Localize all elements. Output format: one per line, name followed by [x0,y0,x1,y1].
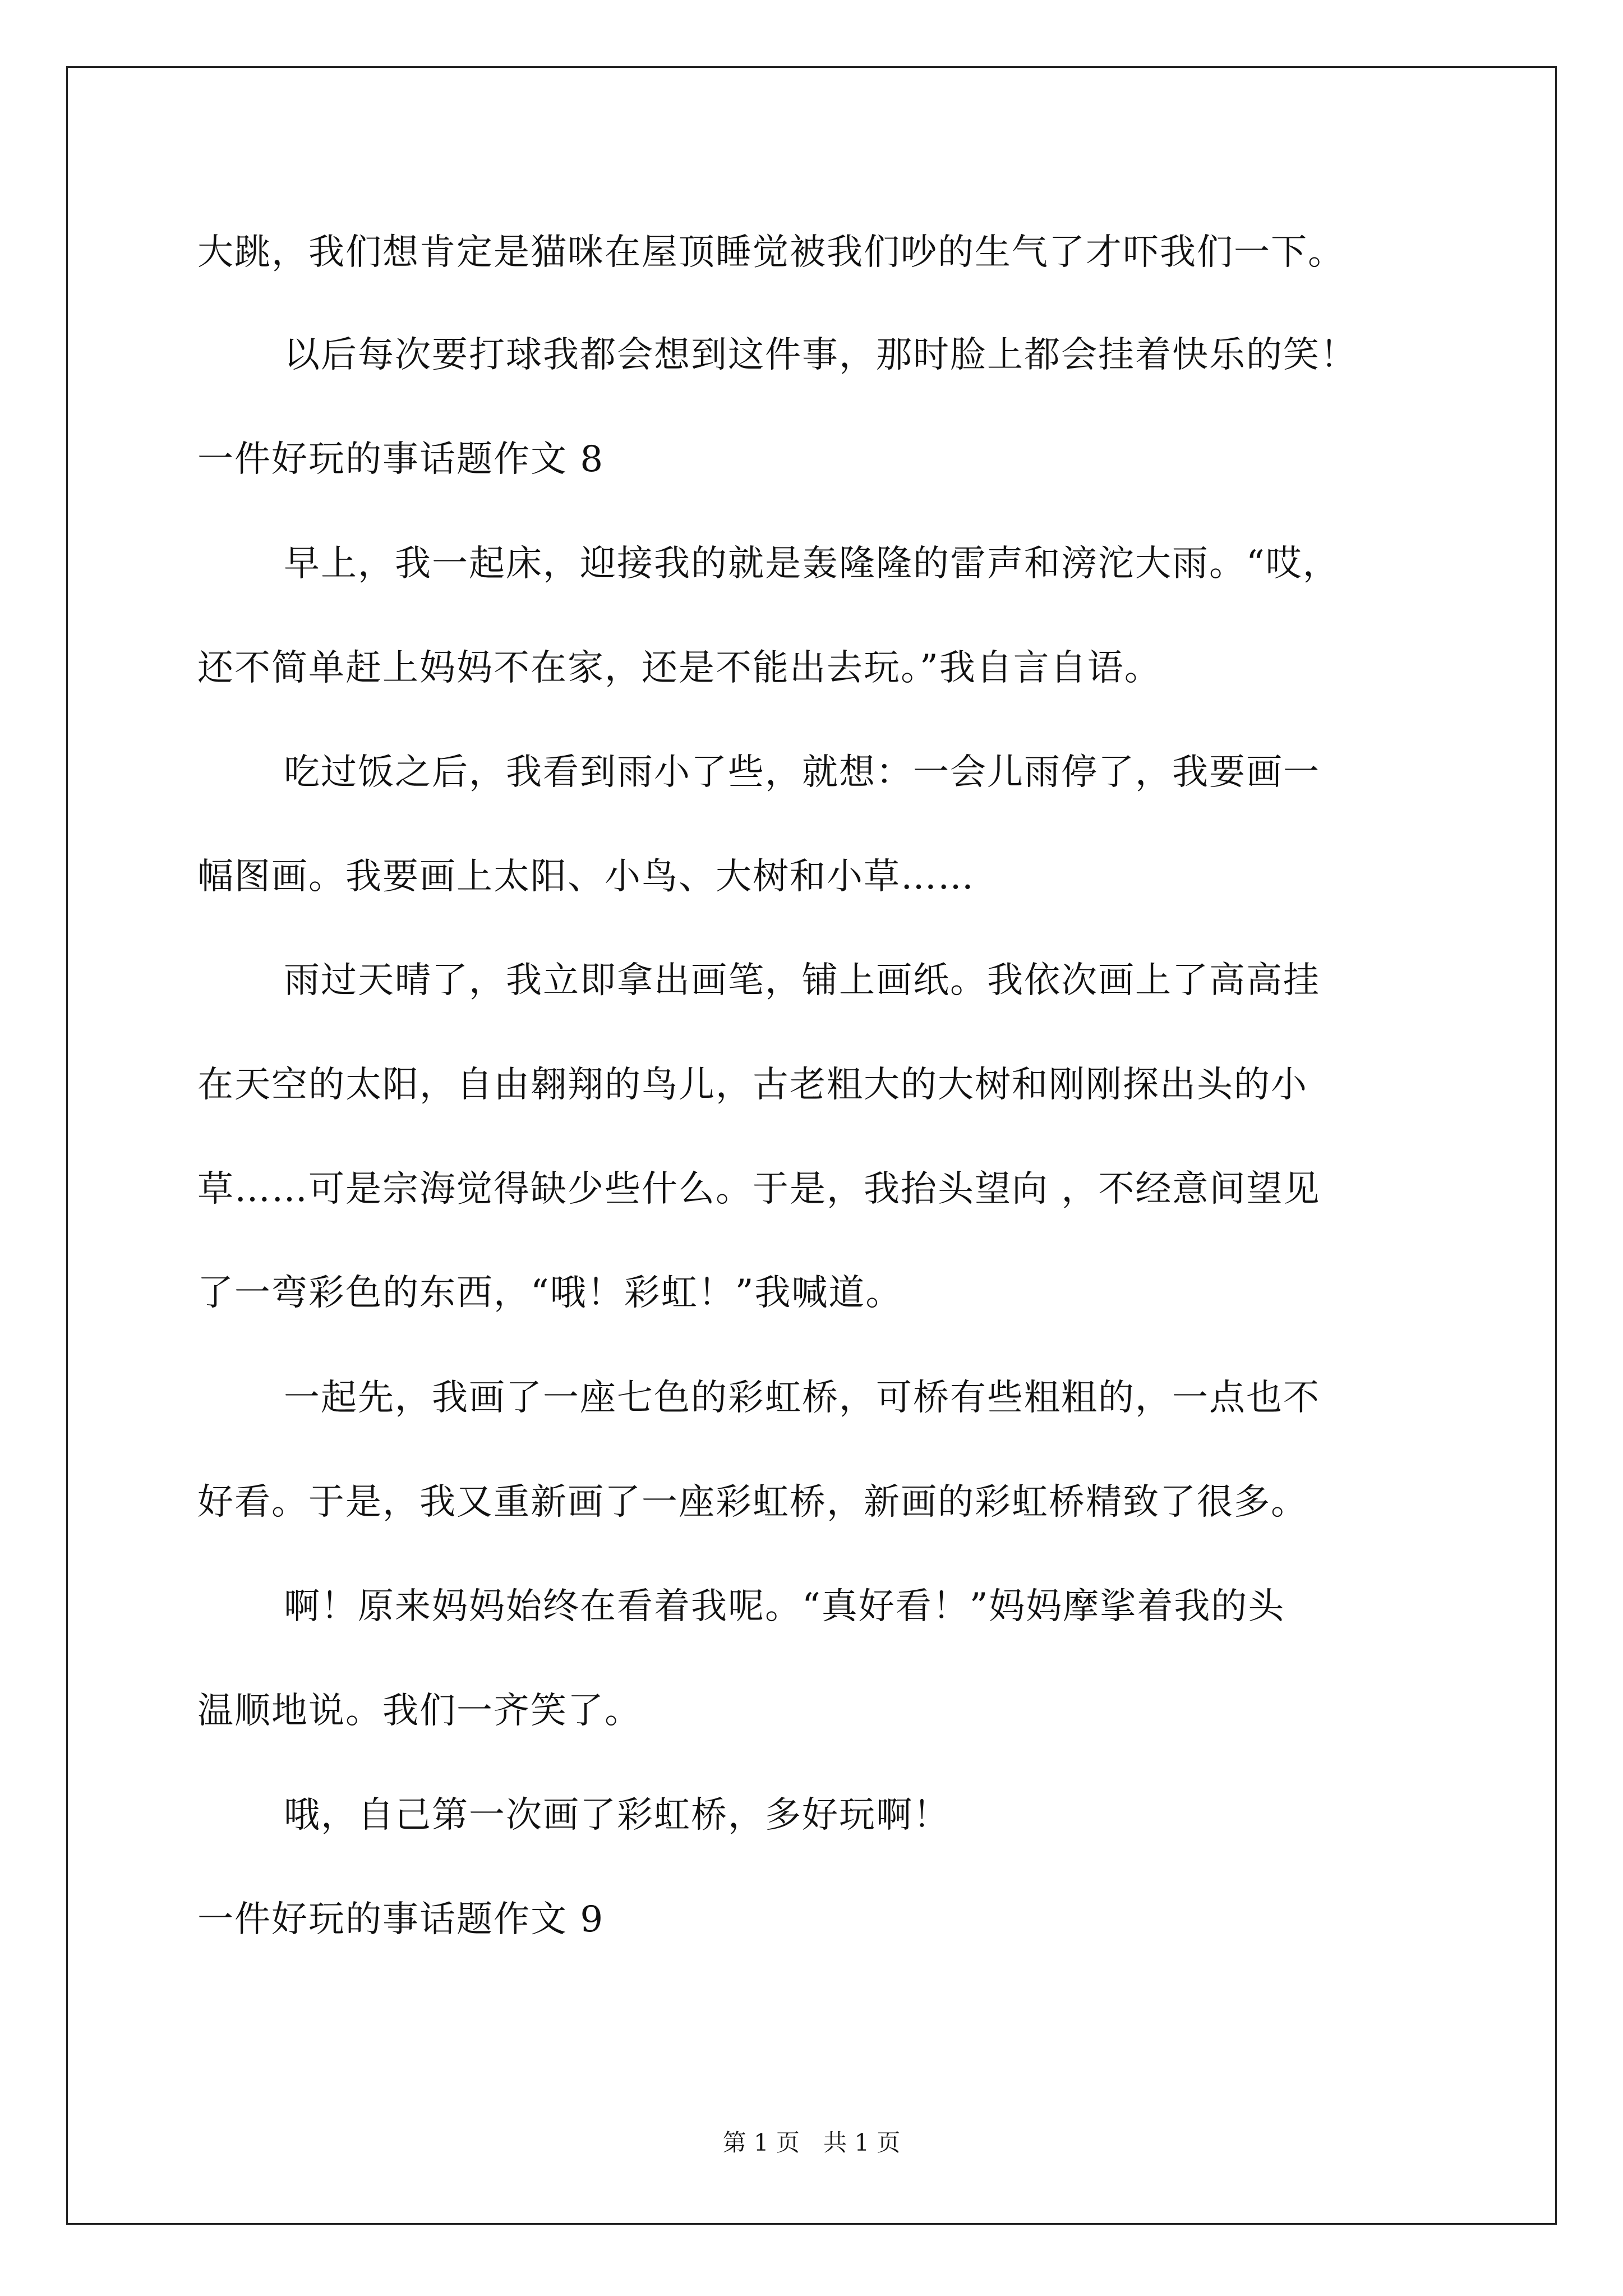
paragraph-line: 温顺地说。我们一齐笑了。 [197,1690,642,1732]
page-number-footer: 第 1 页 共 1 页 [722,2129,901,2156]
paragraph-line: 以后每次要打球我都会想到这件事，那时脸上都会挂着快乐的笑！ [284,334,1357,376]
paragraph-line: 啊！原来妈妈始终在看着我呢。“真好看！”妈妈摩挲着我的头 [284,1586,1285,1627]
paragraph-line: 早上，我一起床，迎接我的就是轰隆隆的雷声和滂沱大雨。“哎， [284,543,1340,585]
paragraph-line: 在天空的太阳，自由翱翔的鸟儿，古老粗大的大树和刚刚探出头的小 [197,1064,1308,1106]
section-heading-9: 一件好玩的事话题作文 9 [197,1899,605,1940]
paragraph-line: 一起先，我画了一座七色的彩虹桥，可桥有些粗粗的，一点也不 [284,1377,1320,1419]
section-heading-8: 一件好玩的事话题作文 8 [197,439,605,480]
paragraph-line: 了一弯彩色的东西，“哦！彩虹！”我喊道。 [197,1272,903,1314]
paragraph-line: 雨过天晴了，我立即拿出画笔，铺上画纸。我依次画上了高高挂 [284,960,1320,1001]
paragraph-line: 吃过饭之后，我看到雨小了些，就想：一会儿雨停了，我要画一 [284,752,1320,793]
paragraph-line: 哦，自己第一次画了彩虹桥，多好玩啊！ [284,1795,950,1836]
text-line-continuation: 大跳，我们想肯定是猫咪在屋顶睡觉被我们吵的生气了才吓我们一下。 [197,232,1345,273]
paragraph-line: 还不简单赶上妈妈不在家，还是不能出去玩。”我自言自语。 [197,647,1161,689]
paragraph-line: 草……可是宗海觉得缺少些什么。于是，我抬头望向 ，不经意间望见 [197,1168,1321,1210]
paragraph-line: 幅图画。我要画上太阳、小鸟、大树和小草…… [197,856,975,898]
paragraph-line: 好看。于是，我又重新画了一座彩虹桥，新画的彩虹桥精致了很多。 [197,1481,1308,1523]
